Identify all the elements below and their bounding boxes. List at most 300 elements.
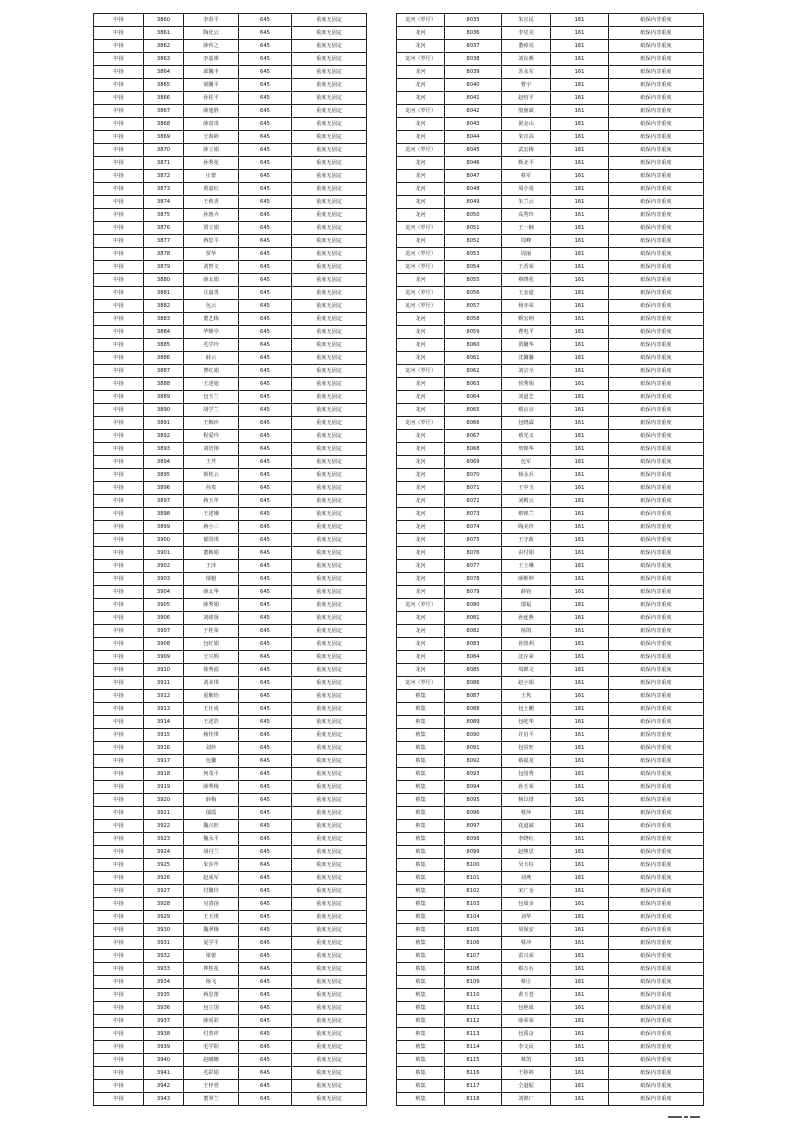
name-cell: 毛彩娟 (184, 1067, 239, 1080)
score-cell: 161 (551, 599, 609, 612)
score-cell: 161 (551, 924, 609, 937)
id-cell: 3938 (144, 1028, 184, 1041)
area-cell: 中扬 (94, 1028, 144, 1041)
id-cell: 3876 (144, 222, 184, 235)
area-cell: 中扬 (94, 300, 144, 313)
area-cell: 中扬 (94, 872, 144, 885)
name-cell: 蔡光义 (502, 430, 551, 443)
name-cell: 李晓红 (502, 833, 551, 846)
table-row (397, 1093, 704, 1106)
name-cell: 蔡晓花 (502, 274, 551, 287)
area-cell: 蔡集 (397, 963, 445, 976)
score-cell: 161 (551, 573, 609, 586)
area-cell: 龙河（罗圩） (397, 144, 445, 157)
area-cell: 中扬 (94, 40, 144, 53)
name-cell: 王莉香 (184, 196, 239, 209)
category-cell: 纸保内非重度 (609, 1080, 704, 1093)
area-cell: 中扬 (94, 105, 144, 118)
name-cell: 包军 (502, 456, 551, 469)
table-row (397, 651, 704, 664)
name-cell: 倪金山 (502, 118, 551, 131)
id-cell: 8043 (445, 118, 502, 131)
category-cell: 纸保内非重度 (609, 599, 704, 612)
id-cell: 3915 (144, 729, 184, 742)
category-cell: 重度无固定 (292, 144, 367, 157)
id-cell: 8079 (445, 586, 502, 599)
score-cell: 161 (551, 352, 609, 365)
table-row (397, 560, 704, 573)
category-cell: 重度无固定 (292, 469, 367, 482)
id-cell: 3914 (144, 716, 184, 729)
area-cell: 蔡集 (397, 833, 445, 846)
area-cell: 中扬 (94, 807, 144, 820)
score-cell: 161 (551, 872, 609, 885)
area-cell: 龙河 (397, 508, 445, 521)
name-cell: 蔡冲 (502, 937, 551, 950)
category-cell: 重度无固定 (292, 1093, 367, 1106)
score-cell: 645 (239, 573, 292, 586)
category-cell: 纸保内非重度 (609, 950, 704, 963)
score-cell: 645 (239, 807, 292, 820)
name-cell: 薛荣荣 (502, 1015, 551, 1028)
score-cell: 645 (239, 105, 292, 118)
area-cell: 蔡集 (397, 937, 445, 950)
name-cell: 蔡萍 (502, 807, 551, 820)
table-row (94, 820, 367, 833)
name-cell: 梁蕾 (184, 950, 239, 963)
table-row (94, 612, 367, 625)
table-row (94, 170, 367, 183)
score-cell: 161 (551, 404, 609, 417)
category-cell: 重度无固定 (292, 417, 367, 430)
area-cell: 中扬 (94, 118, 144, 131)
table-row (397, 625, 704, 638)
score-cell: 645 (239, 781, 292, 794)
score-cell: 161 (551, 1080, 609, 1093)
name-cell: 郁国琪 (184, 534, 239, 547)
table-row (94, 807, 367, 820)
name-cell: 包云 (184, 300, 239, 313)
table-row (94, 209, 367, 222)
category-cell: 纸保内非重度 (609, 469, 704, 482)
score-cell: 645 (239, 638, 292, 651)
category-cell: 重度无固定 (292, 40, 367, 53)
table-row (397, 534, 704, 547)
category-cell: 重度无固定 (292, 729, 367, 742)
category-cell: 纸保内非重度 (609, 209, 704, 222)
score-cell: 161 (551, 963, 609, 976)
name-cell: 薛秀娟 (184, 599, 239, 612)
category-cell: 纸保内非重度 (609, 118, 704, 131)
name-cell: 朱宣民 (502, 14, 551, 27)
name-cell: 孙凯利 (502, 638, 551, 651)
category-cell: 纸保内非重度 (609, 521, 704, 534)
area-cell: 中扬 (94, 14, 144, 27)
category-cell: 重度无固定 (292, 625, 367, 638)
table-row (94, 1054, 367, 1067)
table-row (397, 430, 704, 443)
name-cell: 杨佳琪 (184, 729, 239, 742)
id-cell: 8104 (445, 911, 502, 924)
score-cell: 161 (551, 482, 609, 495)
score-cell: 161 (551, 287, 609, 300)
category-cell: 重度无固定 (292, 638, 367, 651)
table-row (94, 599, 367, 612)
score-cell: 645 (239, 443, 292, 456)
id-cell: 8073 (445, 508, 502, 521)
score-cell: 161 (551, 534, 609, 547)
category-cell: 纸保内非重度 (609, 417, 704, 430)
score-cell: 645 (239, 586, 292, 599)
table-row (94, 781, 367, 794)
area-cell: 龙河（罗圩） (397, 417, 445, 430)
area-cell: 龙河 (397, 352, 445, 365)
area-cell: 中扬 (94, 482, 144, 495)
table-row (397, 40, 704, 53)
table-row (94, 1015, 367, 1028)
category-cell: 纸保内非重度 (609, 547, 704, 560)
name-cell: 王海婷 (184, 131, 239, 144)
name-cell: 李嘉祺 (184, 53, 239, 66)
category-cell: 重度无固定 (292, 755, 367, 768)
area-cell: 中扬 (94, 586, 144, 599)
id-cell: 3869 (144, 131, 184, 144)
name-cell: 赵绍平 (502, 92, 551, 105)
score-cell: 645 (239, 248, 292, 261)
score-cell: 645 (239, 534, 292, 547)
name-cell: 赵继思 (502, 846, 551, 859)
area-cell: 中扬 (94, 235, 144, 248)
score-cell: 645 (239, 92, 292, 105)
category-cell: 纸保内非重度 (609, 911, 704, 924)
table-row (94, 144, 367, 157)
name-cell: 周小曼 (502, 183, 551, 196)
area-cell: 蔡集 (397, 924, 445, 937)
score-cell: 645 (239, 183, 292, 196)
name-cell: 夏学平 (184, 937, 239, 950)
area-cell: 中扬 (94, 170, 144, 183)
area-cell: 龙河 (397, 664, 445, 677)
area-cell: 中扬 (94, 898, 144, 911)
category-cell: 重度无固定 (292, 313, 367, 326)
score-cell: 645 (239, 313, 292, 326)
category-cell: 重度无固定 (292, 846, 367, 859)
table-row (397, 638, 704, 651)
id-cell: 8091 (445, 742, 502, 755)
id-cell: 8039 (445, 66, 502, 79)
area-cell: 龙河 (397, 521, 445, 534)
right-roster-table (396, 13, 704, 1106)
area-cell: 龙河 (397, 378, 445, 391)
category-cell: 重度无固定 (292, 872, 367, 885)
category-cell: 重度无固定 (292, 105, 367, 118)
name-cell: 刘珍 (184, 742, 239, 755)
category-cell: 纸保内非重度 (609, 963, 704, 976)
table-row (397, 833, 704, 846)
score-cell: 161 (551, 521, 609, 534)
table-row (397, 404, 704, 417)
category-cell: 纸保内非重度 (609, 690, 704, 703)
category-cell: 纸保内非重度 (609, 183, 704, 196)
name-cell: 陶化云 (184, 27, 239, 40)
category-cell: 纸保内非重度 (609, 261, 704, 274)
score-cell: 645 (239, 144, 292, 157)
id-cell: 3936 (144, 1002, 184, 1015)
table-row (397, 729, 704, 742)
name-cell: 高秀珍 (502, 209, 551, 222)
area-cell: 中扬 (94, 1002, 144, 1015)
id-cell: 3900 (144, 534, 184, 547)
table-row (94, 157, 367, 170)
score-cell: 645 (239, 1067, 292, 1080)
table-row (397, 378, 704, 391)
id-cell: 3921 (144, 807, 184, 820)
area-cell: 龙河（罗圩） (397, 287, 445, 300)
name-cell: 蔡庄 (502, 976, 551, 989)
score-cell: 161 (551, 131, 609, 144)
table-row (94, 235, 367, 248)
name-cell: 贾馨华 (502, 339, 551, 352)
score-cell: 161 (551, 40, 609, 53)
table-row (94, 365, 367, 378)
category-cell: 重度无固定 (292, 352, 367, 365)
score-cell: 645 (239, 690, 292, 703)
score-cell: 645 (239, 885, 292, 898)
table-row (397, 911, 704, 924)
table-row (397, 365, 704, 378)
score-cell: 645 (239, 365, 292, 378)
area-cell: 蔡集 (397, 755, 445, 768)
category-cell: 纸保内非重度 (609, 53, 704, 66)
category-cell: 重度无固定 (292, 261, 367, 274)
score-cell: 645 (239, 547, 292, 560)
name-cell: 包禹奋 (502, 1028, 551, 1041)
area-cell: 中扬 (94, 1080, 144, 1093)
table-row (397, 1054, 704, 1067)
table-row (397, 521, 704, 534)
score-cell: 645 (239, 495, 292, 508)
id-cell: 3912 (144, 690, 184, 703)
name-cell: 朱兰云 (502, 196, 551, 209)
score-cell: 645 (239, 1054, 292, 1067)
category-cell: 纸保内非重度 (609, 742, 704, 755)
name-cell: 孙玉荣 (502, 781, 551, 794)
id-cell: 3899 (144, 521, 184, 534)
score-cell: 161 (551, 703, 609, 716)
score-cell: 645 (239, 27, 292, 40)
table-row (94, 40, 367, 53)
category-cell: 纸保内非重度 (609, 1093, 704, 1106)
id-cell: 3864 (144, 66, 184, 79)
table-row (397, 1015, 704, 1028)
name-cell: 许启平 (502, 729, 551, 742)
name-cell: 包成步 (502, 898, 551, 911)
score-cell: 645 (239, 716, 292, 729)
name-cell: 赵小娟 (502, 677, 551, 690)
name-cell: 由付娟 (502, 547, 551, 560)
table-row (397, 157, 704, 170)
area-cell: 蔡集 (397, 794, 445, 807)
id-cell: 8042 (445, 105, 502, 118)
id-cell: 8100 (445, 859, 502, 872)
table-row (94, 196, 367, 209)
table-row (397, 248, 704, 261)
table-row (397, 27, 704, 40)
table-row (397, 456, 704, 469)
id-cell: 3894 (144, 456, 184, 469)
category-cell: 纸保内非重度 (609, 638, 704, 651)
id-cell: 8078 (445, 573, 502, 586)
table-row (94, 27, 367, 40)
area-cell: 龙河 (397, 118, 445, 131)
id-cell: 8112 (445, 1015, 502, 1028)
id-cell: 3860 (144, 14, 184, 27)
id-cell: 3870 (144, 144, 184, 157)
score-cell: 161 (551, 391, 609, 404)
category-cell: 纸保内非重度 (609, 937, 704, 950)
area-cell: 中扬 (94, 1093, 144, 1106)
id-cell: 3875 (144, 209, 184, 222)
name-cell: 包屹华 (502, 716, 551, 729)
name-cell: 包艳成 (502, 1002, 551, 1015)
category-cell: 重度无固定 (292, 456, 367, 469)
table-row (397, 781, 704, 794)
category-cell: 纸保内非重度 (609, 1067, 704, 1080)
id-cell: 8069 (445, 456, 502, 469)
id-cell: 3922 (144, 820, 184, 833)
score-cell: 645 (239, 664, 292, 677)
table-row (397, 144, 704, 157)
name-cell: 王梓萱 (184, 1080, 239, 1093)
category-cell: 重度无固定 (292, 963, 367, 976)
score-cell: 161 (551, 664, 609, 677)
category-cell: 纸保内非重度 (609, 274, 704, 287)
id-cell: 8074 (445, 521, 502, 534)
area-cell: 中扬 (94, 248, 144, 261)
name-cell: 毛学阳 (184, 1041, 239, 1054)
area-cell: 龙河 (397, 560, 445, 573)
area-cell: 中扬 (94, 963, 144, 976)
area-cell: 中扬 (94, 599, 144, 612)
name-cell: 于桂荣 (184, 625, 239, 638)
name-cell: 王梅珍 (184, 417, 239, 430)
name-cell: 王玉琪 (184, 911, 239, 924)
name-cell: 周丽 (502, 248, 551, 261)
category-cell: 纸保内非重度 (609, 352, 704, 365)
table-row (397, 209, 704, 222)
category-cell: 重度无固定 (292, 898, 367, 911)
score-cell: 161 (551, 547, 609, 560)
name-cell: 蔡军 (502, 170, 551, 183)
score-cell: 161 (551, 846, 609, 859)
name-cell: 殷朋斌 (502, 105, 551, 118)
area-cell: 龙河 (397, 235, 445, 248)
score-cell: 161 (551, 794, 609, 807)
area-cell: 蔡集 (397, 716, 445, 729)
score-cell: 161 (551, 248, 609, 261)
name-cell: 沈存荣 (502, 651, 551, 664)
table-row (397, 469, 704, 482)
id-cell: 3907 (144, 625, 184, 638)
category-cell: 纸保内非重度 (609, 976, 704, 989)
area-cell: 中扬 (94, 352, 144, 365)
area-cell: 蔡集 (397, 1080, 445, 1093)
score-cell: 645 (239, 66, 292, 79)
score-cell: 645 (239, 911, 292, 924)
id-cell: 8047 (445, 170, 502, 183)
table-row (397, 573, 704, 586)
score-cell: 645 (239, 599, 292, 612)
id-cell: 8075 (445, 534, 502, 547)
name-cell: 吴清扬 (184, 898, 239, 911)
area-cell: 蔡集 (397, 781, 445, 794)
id-cell: 8089 (445, 716, 502, 729)
id-cell: 3911 (144, 677, 184, 690)
id-cell: 8111 (445, 1002, 502, 1015)
score-cell: 645 (239, 404, 292, 417)
table-row (397, 66, 704, 79)
name-cell: 周锦文 (502, 664, 551, 677)
category-cell: 纸保内非重度 (609, 898, 704, 911)
name-cell: 薛太华 (184, 586, 239, 599)
table-row (94, 534, 367, 547)
area-cell: 中扬 (94, 391, 144, 404)
table-row (397, 313, 704, 326)
id-cell: 8046 (445, 157, 502, 170)
score-cell: 161 (551, 14, 609, 27)
id-cell: 3865 (144, 79, 184, 92)
id-cell: 3910 (144, 664, 184, 677)
score-cell: 645 (239, 352, 292, 365)
category-cell: 重度无固定 (292, 664, 367, 677)
table-row (397, 794, 704, 807)
score-cell: 645 (239, 924, 292, 937)
score-cell: 645 (239, 768, 292, 781)
id-cell: 3895 (144, 469, 184, 482)
category-cell: 重度无固定 (292, 79, 367, 92)
name-cell: 庄嘉善 (184, 287, 239, 300)
id-cell: 3919 (144, 781, 184, 794)
table-row (94, 859, 367, 872)
id-cell: 8045 (445, 144, 502, 157)
table-row (94, 92, 367, 105)
score-cell: 161 (551, 326, 609, 339)
table-row (94, 248, 367, 261)
id-cell: 8094 (445, 781, 502, 794)
id-cell: 8052 (445, 235, 502, 248)
id-cell: 8050 (445, 209, 502, 222)
area-cell: 龙河 (397, 638, 445, 651)
table-row (94, 14, 367, 27)
score-cell: 161 (551, 235, 609, 248)
category-cell: 纸保内非重度 (609, 105, 704, 118)
score-cell: 161 (551, 768, 609, 781)
category-cell: 纸保内非重度 (609, 157, 704, 170)
area-cell: 中扬 (94, 495, 144, 508)
id-cell: 3898 (144, 508, 184, 521)
category-cell: 纸保内非重度 (609, 326, 704, 339)
name-cell: 郁魁 (184, 573, 239, 586)
category-cell: 纸保内非重度 (609, 443, 704, 456)
id-cell: 8071 (445, 482, 502, 495)
score-cell: 645 (239, 651, 292, 664)
score-cell: 645 (239, 430, 292, 443)
table-row (94, 456, 367, 469)
score-cell: 645 (239, 326, 292, 339)
id-cell: 3868 (144, 118, 184, 131)
id-cell: 8062 (445, 365, 502, 378)
name-cell: 詹锦华 (502, 443, 551, 456)
